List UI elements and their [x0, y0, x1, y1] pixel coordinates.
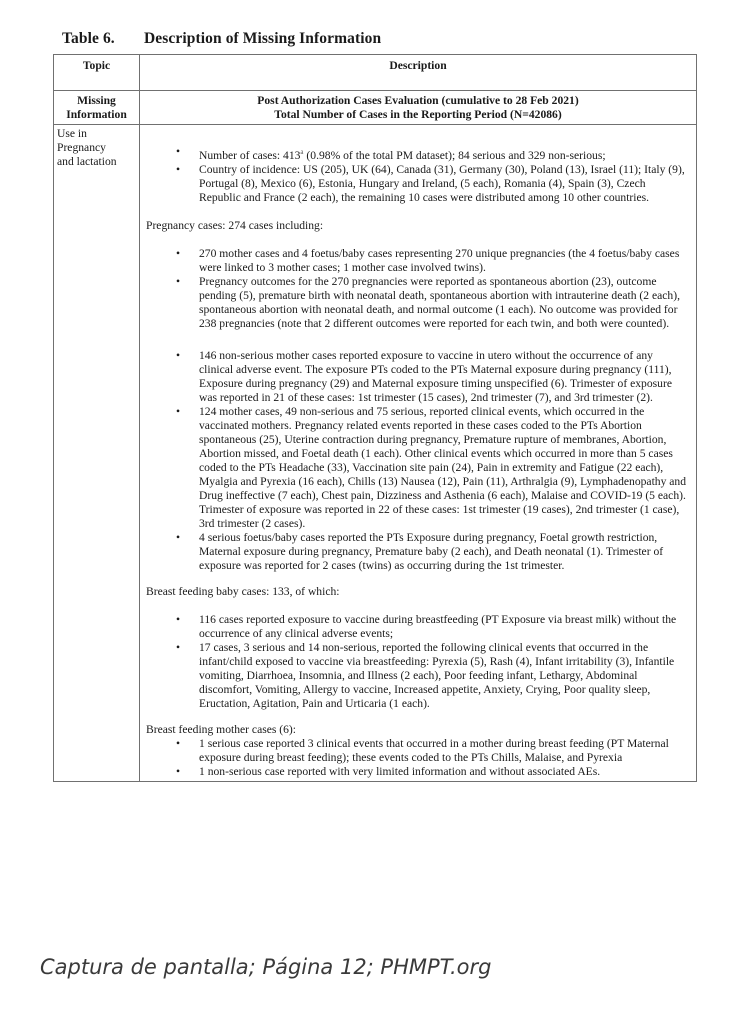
- footnote-marker: a: [300, 148, 304, 156]
- screenshot-caption: Captura de pantalla; Página 12; PHMPT.org: [40, 955, 492, 979]
- list-item: • 124 mother cases, 49 non-serious and 75 serious, reported clinical events, which occurred in the vaccinated mothers. Pregnancy related events reported in these cases coded to the PTs Abortion spontaneous (25), Uterine contraction during pregnancy, Premature rupture of membranes, Abortion, Abortion missed, and Foetal death (1 each). Other clinical events which occurred in more than 5 cases coded to the PTs Headache (33), Vaccination site pain (24), Pain in extremity and Fatigue (22 each), Myalgia and Pyrexia (16 each), Chills (13) Nausea (12), Pain (11), Arthralgia (9), Lymphadenopathy and Drug ineffective (7 each), Chest pain, Dizziness and Asthenia (6 each), Malaise and COVID-19 (5 each). Trimester of exposure was reported in 22 of these cases: 1st trimester (19 cases), 2nd trimester (1 case), 3rd trimester (2 cases).: [146, 405, 688, 531]
- overview-list: [146, 145, 688, 205]
- missing-information-label: [54, 91, 140, 125]
- header-topic: Topic: [54, 55, 140, 91]
- list-item: • 116 cases reported exposure to vaccine during breastfeeding (PT Exposure via breast milk) without the occurrence of any clinical adverse events;: [146, 613, 688, 641]
- topic-line: Pregnancy: [57, 141, 106, 154]
- description-cell: [140, 125, 697, 782]
- pregnancy-list-a: [146, 247, 688, 331]
- evaluation-title-line: Post Authorization Cases Evaluation (cumulative to 28 Feb 2021): [257, 94, 579, 107]
- list-item: • 1 serious case reported 3 clinical events that occurred in a mother during breast feeding (PT Maternal exposure during breast feeding); these events coded to the PTs Chills, Malaise, and Pyrexia: [146, 737, 688, 765]
- header-row: [54, 55, 697, 91]
- evaluation-title: [140, 91, 697, 125]
- table-title-text: Description of Missing Information: [144, 30, 382, 47]
- topic-line: Use in: [57, 127, 87, 140]
- pregnancy-list-b: [146, 349, 688, 573]
- label-line: Missing: [77, 94, 116, 107]
- breastfeeding-mother-heading: Breast feeding mother cases (6):: [146, 722, 297, 736]
- missing-information-table: [53, 54, 697, 782]
- list-item: • 4 serious foetus/baby cases reported the PTs Exposure during pregnancy, Foetal growth restriction, Maternal exposure during pregnancy, Premature baby (2 each), and Death neonatal (1). Trimester of exposure was reported for 2 cases (twins) as occurring during the 1st trimester.: [146, 531, 688, 573]
- table-title: [62, 30, 381, 48]
- evaluation-title-line: Total Number of Cases in the Reporting Period (N=42086): [274, 108, 562, 121]
- list-item: • 270 mother cases and 4 foetus/baby cases representing 270 unique pregnancies (the 4 foetus/baby cases were linked to 3 mother cases; 1 mother case involved twins).: [146, 247, 688, 275]
- topic-cell: [54, 125, 140, 782]
- missing-information-row: [54, 91, 697, 125]
- topic-line: and lactation: [57, 155, 117, 168]
- list-item: • Country of incidence: US (205), UK (64), Canada (31), Germany (30), Poland (13), Israel (11); Italy (9), Portugal (8), Mexico (6), Estonia, Hungary and Ireland, (5 each), Romania (4), Spain (3), Czech Republic and France (2 each), the remaining 10 cases were distributed among 10 other countries.: [146, 163, 688, 205]
- header-description: Description: [140, 55, 697, 91]
- pregnancy-lactation-row: [54, 125, 697, 782]
- text: (0.98% of the total PM dataset); 84 serious and 329 non-serious;: [303, 148, 606, 162]
- pregnancy-heading: Pregnancy cases: 274 cases including:: [146, 218, 324, 232]
- list-item: [146, 145, 688, 163]
- list-item: • 17 cases, 3 serious and 14 non-serious, reported the following clinical events that occurred in the infant/child exposed to vaccine via breastfeeding: Pyrexia (5), Rash (4), Infant irritability (3), Infantile vomiting, Diarrhoea, Insomnia, and Illness (2 each), Poor feeding infant, Lethargy, Abdominal discomfort, Vomiting, Allergy to vaccine, Increased appetite, Anxiety, Crying, Poor quality sleep, Eructation, Agitation, Pain and Urticaria (1 each).: [146, 641, 688, 711]
- text: Number of cases: 413: [199, 148, 301, 162]
- list-item: • 146 non-serious mother cases reported exposure to vaccine in utero without the occurrence of any clinical adverse event. The exposure PTs coded to the PTs Maternal exposure during pregnancy (111), Exposure during pregnancy (29) and Maternal exposure timing unspecified (6). Trimester of exposure was reported in 21 of these cases: 1st trimester (15 cases), 2nd trimester (7), and 3rd trimester (2).: [146, 349, 688, 405]
- table-number: Table 6.: [62, 30, 115, 47]
- label-line: Information: [66, 108, 127, 121]
- list-item: • 1 non-serious case reported with very limited information and without associated AEs.: [146, 765, 688, 779]
- breastfeeding-mother-list: [146, 737, 688, 781]
- list-item: • Pregnancy outcomes for the 270 pregnancies were reported as spontaneous abortion (23), outcome pending (5), premature birth with neonatal death, spontaneous abortion with intrauterine death (2 each), spontaneous abortion with neonatal death, and normal outcome (1 each). No outcome was provided for 238 pregnancies (note that 2 different outcomes were reported for each twin, and both were counted).: [146, 275, 688, 331]
- breastfeeding-baby-list: [146, 613, 688, 711]
- breastfeeding-baby-heading: Breast feeding baby cases: 133, of which:: [146, 584, 340, 598]
